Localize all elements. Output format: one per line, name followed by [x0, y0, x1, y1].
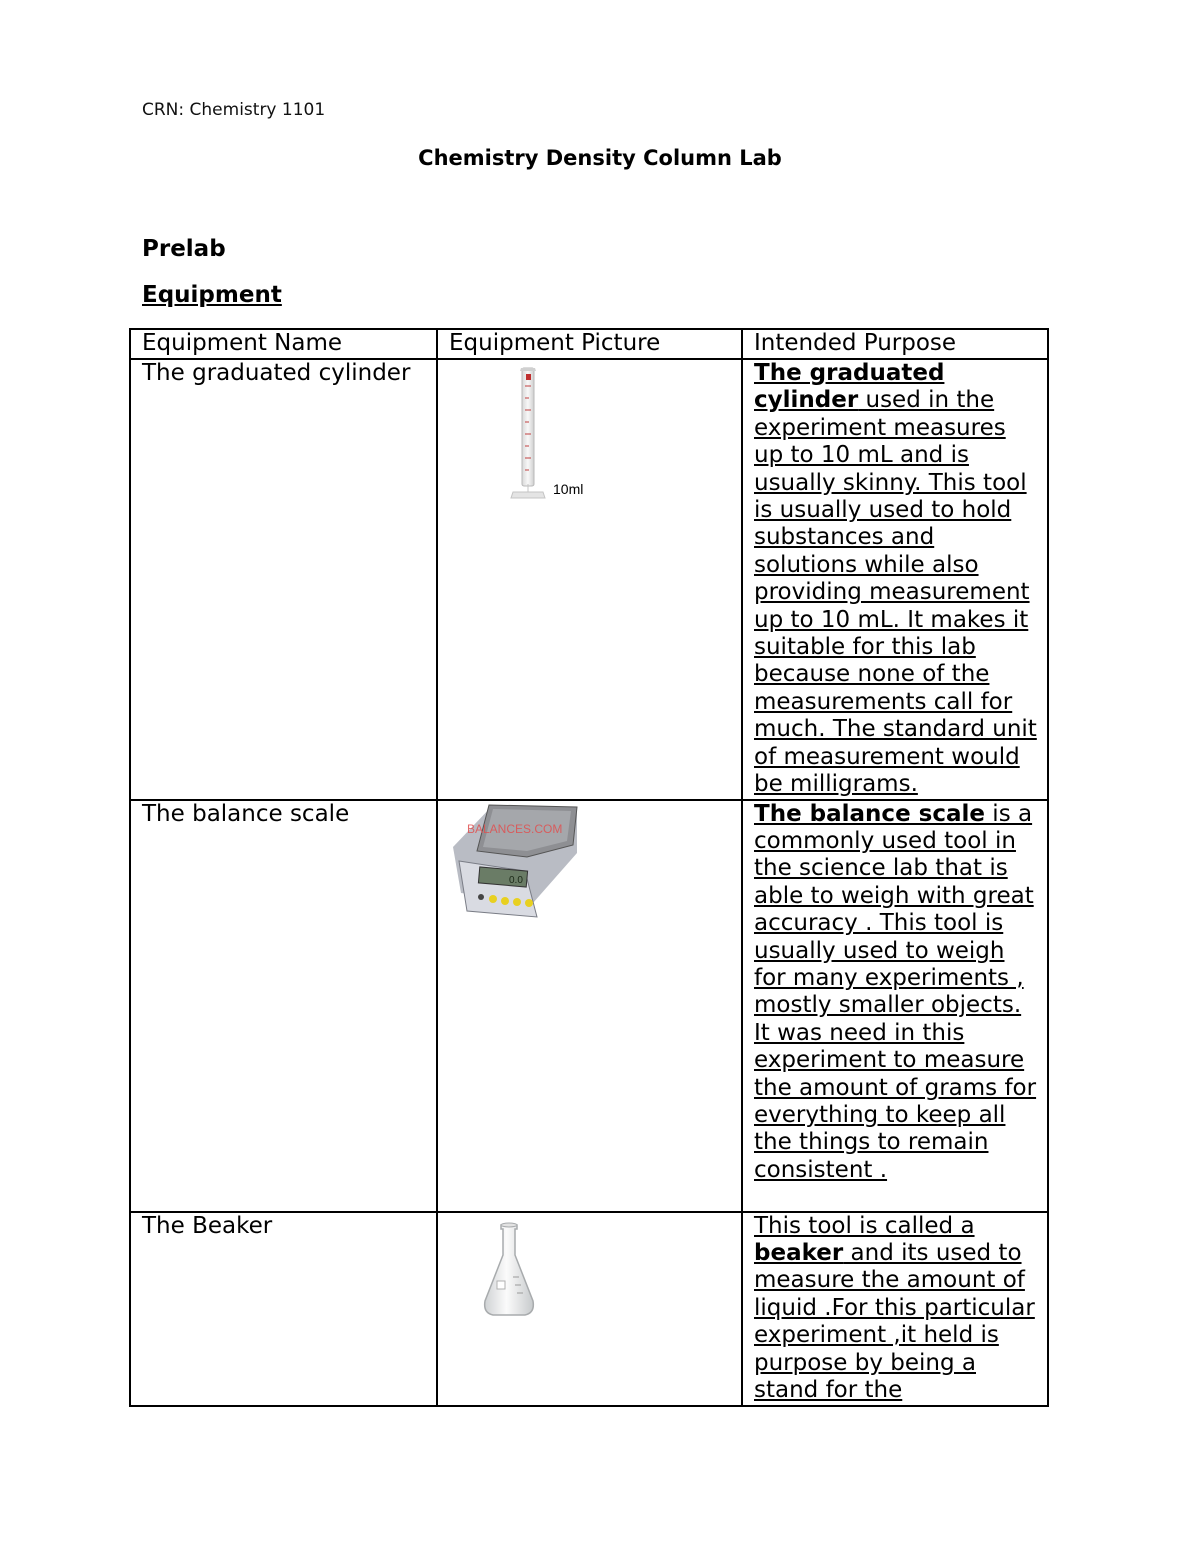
- purpose-text: and its used to measure the amount of liquid .For this particular experiment ,it held is purpose by being a stand for the: [754, 1239, 1035, 1403]
- equipment-table: [129, 328, 1049, 1407]
- purpose-text: is a commonly used tool in the science lab that is able to weigh with great accuracy . This tool is usually used to weigh for many experiments , mostly smaller objects. It was need in this experiment to measure the amount of grams for everything to keep all the things to remain consistent .: [754, 800, 1037, 1183]
- equipment-name-cell: The graduated cylinder: [130, 359, 437, 800]
- graduated-cylinder-icon: [509, 366, 549, 501]
- table-row: [130, 359, 1048, 800]
- flask-icon: [479, 1221, 539, 1321]
- table-header-row: [130, 329, 1048, 359]
- table-row: [130, 1212, 1048, 1406]
- equipment-name-cell: The balance scale: [130, 800, 437, 1212]
- table-row: [130, 800, 1048, 1212]
- equipment-picture-cell: [437, 359, 742, 800]
- image-watermark: BALANCES.COM: [467, 821, 563, 836]
- equipment-picture-cell: [437, 800, 742, 1212]
- cylinder-capacity-label: 10ml: [553, 481, 584, 497]
- intended-purpose-cell: [742, 800, 1048, 1212]
- equipment-picture-cell: [437, 1212, 742, 1406]
- scale-display-readout: 0.0: [509, 874, 523, 886]
- equipment-name-cell: The Beaker: [130, 1212, 437, 1406]
- column-header-name: Equipment Name: [130, 329, 437, 359]
- intended-purpose-cell: [742, 1212, 1048, 1406]
- column-header-purpose: Intended Purpose: [742, 329, 1048, 359]
- course-crn: CRN: Chemistry 1101: [142, 100, 326, 120]
- purpose-text: used in the experiment measures up to 10 mL and is usually skinny. This tool is usually used to hold substances and solutions while also providing measurement up to 10 mL. It makes it suitable for this lab because none of the measurements call for much. The standard unit of measurement would be milligrams.: [754, 387, 1037, 798]
- column-header-picture: Equipment Picture: [437, 329, 742, 359]
- purpose-keyword: The graduated cylinder: [754, 360, 945, 414]
- intended-purpose-cell: [742, 359, 1048, 800]
- subsection-heading-equipment: Equipment: [142, 282, 282, 308]
- purpose-keyword: beaker: [754, 1239, 844, 1266]
- balance-scale-icon: [449, 801, 581, 929]
- page-title: Chemistry Density Column Lab: [418, 146, 782, 170]
- purpose-keyword: The balance scale: [754, 800, 985, 827]
- purpose-text-lead: This tool is called a: [754, 1212, 975, 1239]
- section-heading-prelab: Prelab: [142, 236, 226, 262]
